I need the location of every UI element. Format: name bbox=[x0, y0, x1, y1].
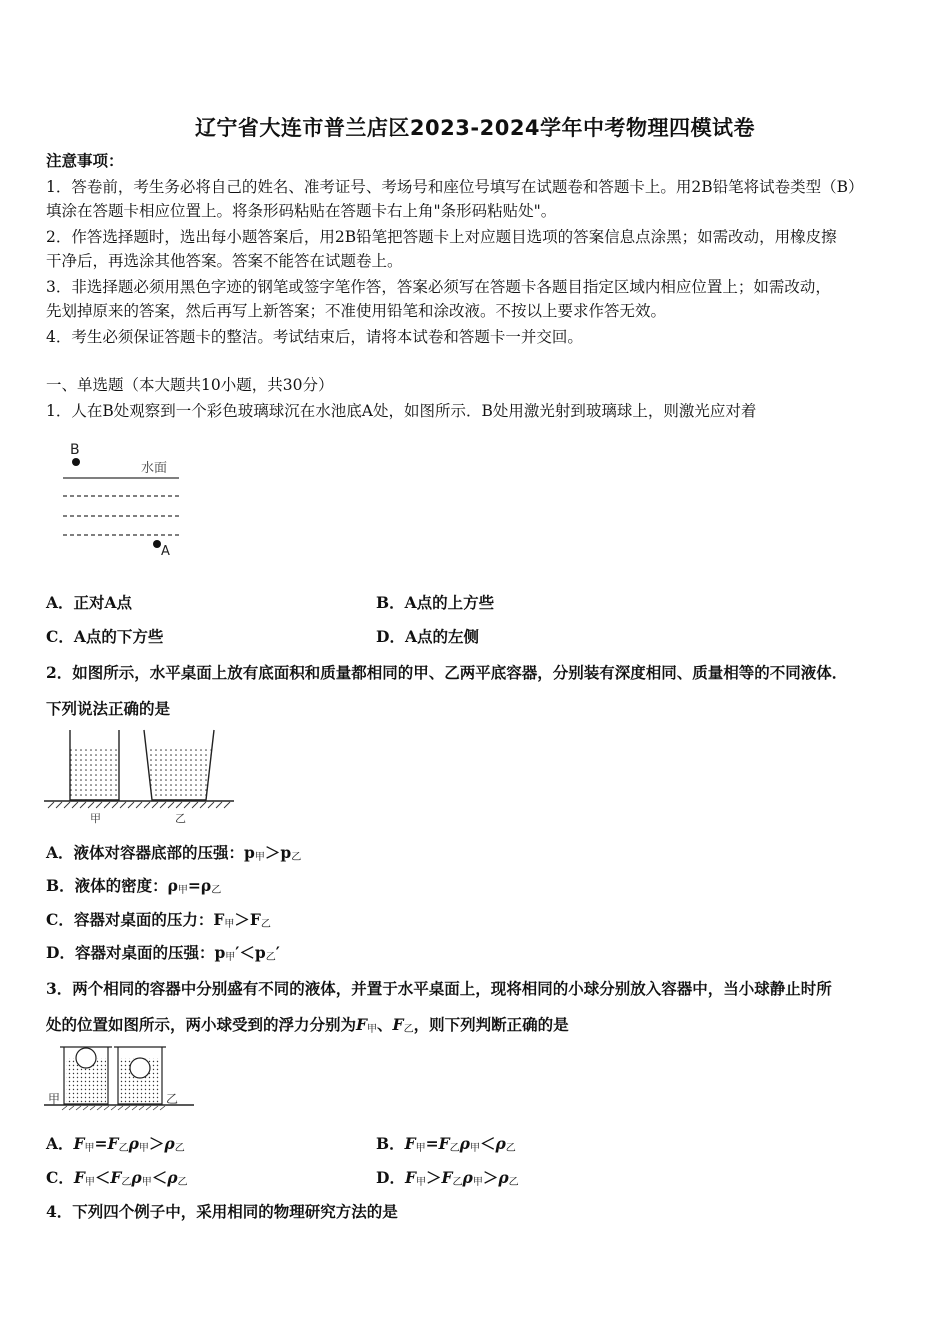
label-a: A bbox=[161, 544, 170, 559]
option-c: C．容器对桌面的压力：$F_甲>F_乙$ bbox=[46, 910, 271, 930]
option-a: A．正对A点 bbox=[46, 593, 133, 612]
option-c: C．$F_甲<F_乙\rho_甲<\rho_乙$ bbox=[46, 1168, 188, 1188]
question-2-stem: 下列说法正确的是 bbox=[46, 699, 171, 718]
notice-line: 4．考生必须保证答题卡的整洁。考试结束后，请将本试卷和答题卡一并交回。 bbox=[46, 328, 583, 346]
ball-right bbox=[130, 1058, 150, 1078]
notice-line: 填涂在答题卡相应位置上。将条形码粘贴在答题卡右上角"条形码粘贴处"。 bbox=[46, 202, 557, 220]
section-heading: 一、单选题（本大题共10小题，共30分） bbox=[46, 376, 334, 394]
notice-line: 干净后，再选涂其他答案。答案不能答在试题卷上。 bbox=[46, 252, 403, 270]
label-left: 甲 bbox=[90, 812, 101, 825]
question-1-stem: 1．人在B处观察到一个彩色玻璃球沉在水池底A处，如图所示．B处用激光射到玻璃球上，则激光应对着 bbox=[46, 402, 757, 420]
option-a: A．液体对容器底部的压强：$p_甲>p_乙$ bbox=[46, 843, 302, 863]
ball-left bbox=[76, 1048, 96, 1068]
notice-line: 3．非选择题必须用黑色字迹的钢笔或签字笔作答，答案必须写在答题卡各题目指定区域内相应位置上；如需改动， bbox=[46, 278, 831, 296]
question-2-stem: 2．如图所示，水平桌面上放有底面积和质量都相同的甲、乙两平底容器，分别装有深度相同、质量相等的不同液体． bbox=[46, 663, 848, 682]
option-b: B．液体的密度：$\rho_甲=\rho_乙$ bbox=[46, 876, 222, 896]
page-title: 辽宁省大连市普兰店区2023-2024学年中考物理四模试卷 bbox=[194, 116, 756, 140]
label-b: B bbox=[70, 442, 80, 458]
option-b: B．$F_甲=F_乙\rho_甲<\rho_乙$ bbox=[376, 1134, 516, 1154]
option-c: C．A点的下方些 bbox=[46, 627, 164, 646]
liquid-left bbox=[70, 748, 118, 800]
option-d: D．容器对桌面的压强：$p_甲'<p_乙'$ bbox=[46, 943, 280, 963]
option-a: A．$F_甲=F_乙\rho_甲>\rho_乙$ bbox=[46, 1134, 185, 1154]
label-water-surface: 水面 bbox=[141, 461, 168, 476]
liquid-right bbox=[147, 748, 211, 800]
notice-heading: 注意事项： bbox=[46, 151, 124, 170]
label-right: 乙 bbox=[166, 1092, 179, 1106]
option-d: D．$F_甲>F_乙\rho_甲>\rho_乙$ bbox=[376, 1168, 519, 1188]
notice-line: 先划掉原来的答案，然后再写上新答案；不准使用铅笔和涂改液。不按以上要求作答无效。 bbox=[46, 302, 667, 320]
question-1-figure bbox=[55, 438, 185, 560]
question-3-stem: 处的位置如图所示，两小球受到的浮力分别为$F_甲$、$F_乙$，则下列判断正确的是 bbox=[46, 1015, 569, 1035]
question-3-figure bbox=[44, 1044, 194, 1112]
point-b-dot bbox=[72, 458, 80, 466]
table-hatch bbox=[62, 1106, 165, 1110]
notice-line: 2．作答选择题时，选出每小题答案后，用2B铅笔把答题卡上对应题目选项的答案信息点涂黑；如需改动，用橡皮擦 bbox=[46, 228, 837, 246]
table-hatch bbox=[48, 802, 230, 808]
option-b: B．A点的上方些 bbox=[376, 593, 495, 612]
option-d: D．A点的左侧 bbox=[376, 627, 479, 646]
label-right: 乙 bbox=[175, 812, 186, 825]
label-left: 甲 bbox=[48, 1092, 61, 1106]
notice-line: 1．答卷前，考生务必将自己的姓名、准考证号、考场号和座位号填写在试题卷和答题卡上。用2B铅笔将试卷类型（B） bbox=[46, 178, 864, 196]
question-2-figure bbox=[44, 728, 234, 826]
question-3-stem: 3．两个相同的容器中分别盛有不同的液体，并置于水平桌面上，现将相同的小球分别放入容器中，当小球静止时所 bbox=[46, 979, 832, 998]
point-a-dot bbox=[153, 540, 161, 548]
question-4-stem: 4．下列四个例子中，采用相同的物理研究方法的是 bbox=[46, 1202, 398, 1221]
